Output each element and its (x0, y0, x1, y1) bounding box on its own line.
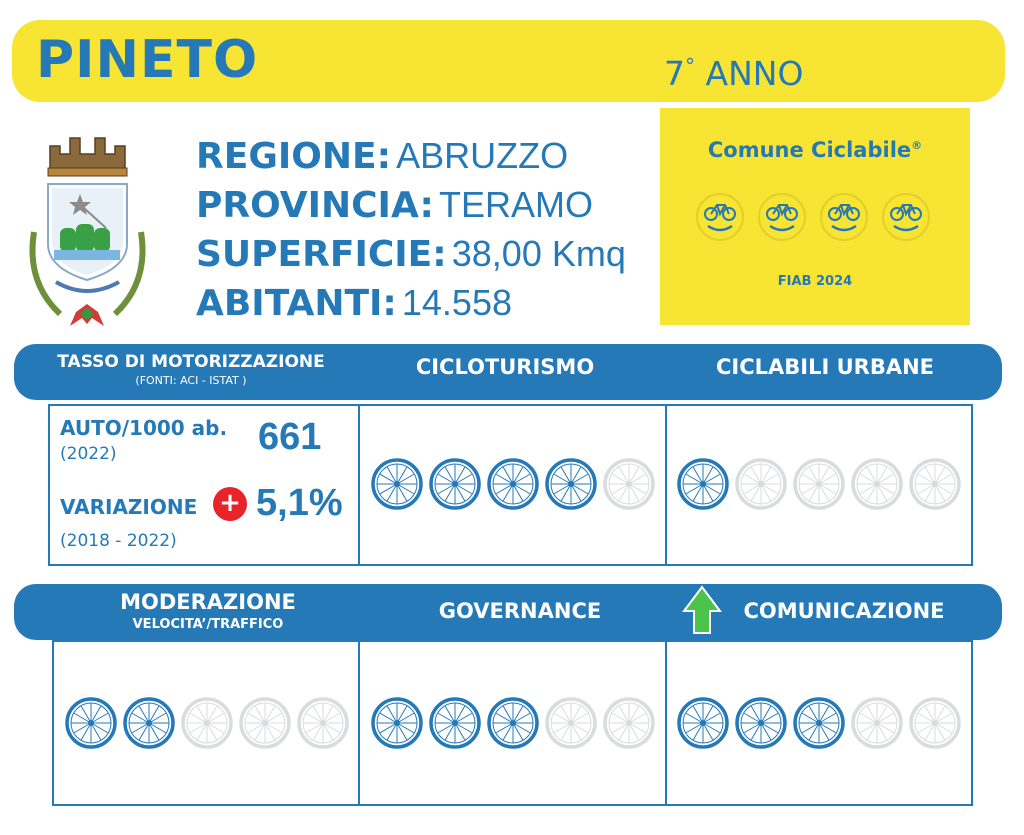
ciclabili-urbane-rating (676, 457, 966, 513)
coat-of-arms-icon (20, 132, 155, 328)
wheel-inactive-icon (850, 696, 904, 750)
wheel-inactive-icon (544, 696, 598, 750)
wheel-inactive-icon (238, 696, 292, 750)
wheel-inactive-icon (602, 696, 656, 750)
moderazione-rating (64, 696, 354, 752)
smiling-bike-icon (757, 192, 807, 242)
municipality-info (196, 131, 626, 327)
region-value: ABRUZZO (396, 135, 569, 176)
up-arrow-icon (682, 585, 722, 635)
year-word: ANNO (705, 54, 804, 93)
cicloturismo-rating (370, 457, 660, 513)
variation-label: VARIAZIONE (60, 495, 198, 519)
wheel-inactive-icon (180, 696, 234, 750)
info-population (196, 278, 626, 327)
comune-ciclabile-badge (660, 108, 970, 325)
info-area (196, 229, 626, 278)
badge-footer: FIAB 2024 (777, 274, 853, 289)
comunicazione-title: COMUNICAZIONE (743, 599, 945, 623)
year-label (664, 46, 803, 94)
governance-rating (370, 696, 660, 752)
motorization-title: TASSO DI MOTORIZZAZIONE (57, 352, 325, 372)
wheel-active-icon (122, 696, 176, 750)
year-number: 7 (664, 54, 685, 93)
region-label: REGIONE: (196, 136, 391, 177)
population-value: 14.558 (401, 282, 512, 323)
wheel-active-icon (676, 696, 730, 750)
auto-label: AUTO/1000 ab. (60, 416, 228, 440)
smiling-bike-icon (819, 192, 869, 242)
wheel-inactive-icon (908, 696, 962, 750)
year-degree: ° (685, 54, 695, 78)
auto-year: (2022) (60, 444, 117, 464)
wheel-inactive-icon (792, 457, 846, 511)
wheel-active-icon (544, 457, 598, 511)
moderazione-subtitle: VELOCITA’/TRAFFICO (132, 617, 284, 632)
info-province (196, 180, 626, 229)
wheel-active-icon (370, 457, 424, 511)
wheel-active-icon (792, 696, 846, 750)
wheel-active-icon (734, 696, 788, 750)
smiling-bike-icon (695, 192, 745, 242)
area-label: SUPERFICIE: (196, 234, 447, 275)
wheel-inactive-icon (850, 457, 904, 511)
population-label: ABITANTI: (196, 283, 397, 324)
plus-icon: + (213, 487, 247, 521)
badge-title (660, 138, 970, 162)
wheel-inactive-icon (296, 696, 350, 750)
badge-registered-mark: ® (911, 139, 923, 152)
city-name: PINETO (36, 30, 259, 90)
info-region (196, 131, 626, 180)
variation-value: 5,1% (256, 482, 343, 524)
wheel-active-icon (370, 696, 424, 750)
wheel-inactive-icon (602, 457, 656, 511)
wheel-active-icon (486, 696, 540, 750)
wheel-active-icon (64, 696, 118, 750)
area-value: 38,00 Kmq (451, 233, 626, 274)
wheel-inactive-icon (734, 457, 788, 511)
province-label: PROVINCIA: (196, 185, 434, 226)
governance-title: GOVERNANCE (438, 599, 602, 623)
smiling-bike-icon (881, 192, 931, 242)
ciclabili-urbane-title: CICLABILI URBANE (716, 355, 934, 379)
moderazione-title: MODERAZIONE (120, 590, 296, 614)
wheel-active-icon (428, 457, 482, 511)
wheel-active-icon (486, 457, 540, 511)
wheel-active-icon (676, 457, 730, 511)
motorization-sources: (FONTI: ACI - ISTAT ) (135, 374, 247, 387)
cicloturismo-title: CICLOTURISMO (415, 355, 595, 379)
province-value: TERAMO (438, 184, 593, 225)
wheel-inactive-icon (908, 457, 962, 511)
wheel-active-icon (428, 696, 482, 750)
auto-value: 661 (258, 416, 322, 458)
badge-title-text: Comune Ciclabile (707, 138, 912, 162)
badge-bike-icons (695, 192, 935, 244)
variation-years: (2018 - 2022) (60, 531, 177, 551)
comunicazione-rating (676, 696, 966, 752)
